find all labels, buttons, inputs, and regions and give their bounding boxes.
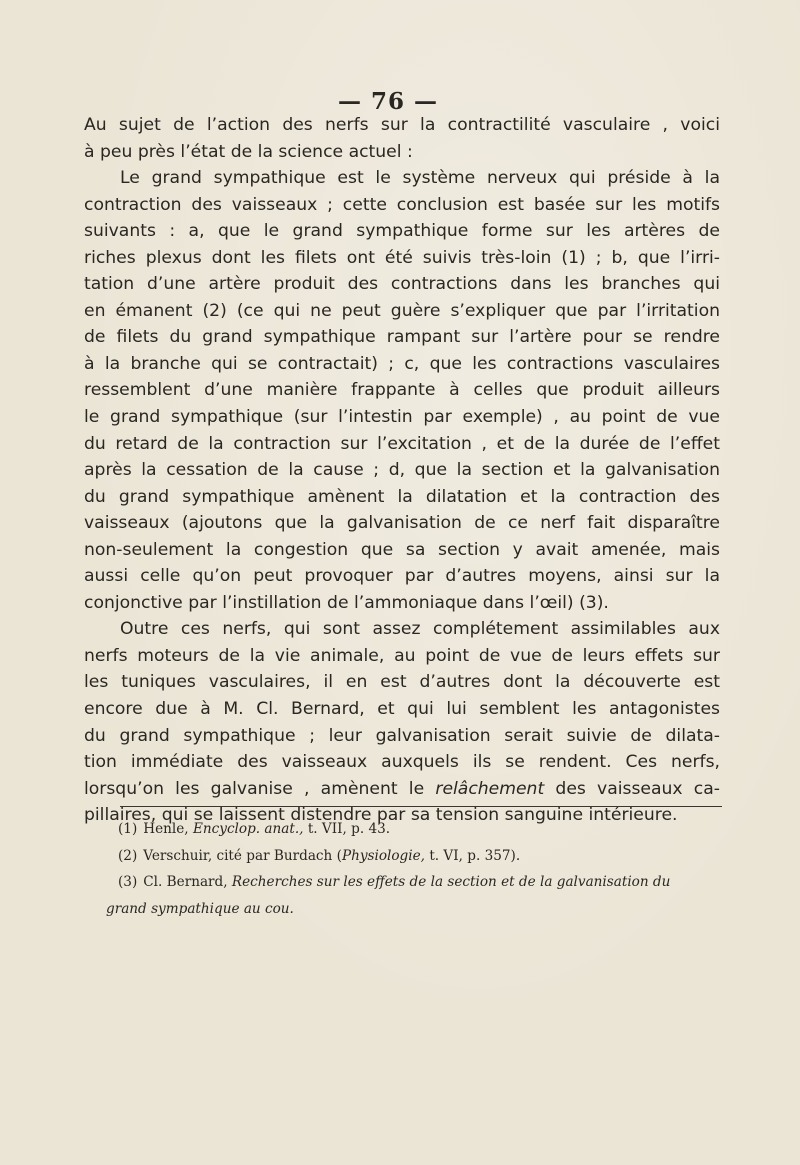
body-line: les tuniques vasculaires, il en est d’autres dont la découverte est (84, 672, 720, 693)
body-text-run: des vaisseaux ca- (555, 778, 720, 799)
body-line: à peu près l’état de la science actuel : (84, 141, 413, 162)
body-line: non-seulement la congestion que sa section y avait amenée, mais (84, 539, 720, 560)
page-number: — 76 — (337, 88, 439, 115)
footnote-number: (3) (118, 874, 138, 890)
footnote-author: Cl. Bernard, (143, 874, 228, 890)
footnote-2 (108, 843, 728, 870)
body-line: tion immédiate des vaisseaux auxquels ils se rendent. Ces nerfs, (84, 752, 720, 773)
body-text (84, 112, 720, 829)
body-line: Le grand sympathique est le système nerveux qui préside à la (120, 168, 720, 189)
footnotes (108, 816, 728, 922)
body-line: en émanent (2) (ce qui ne peut guère s’expliquer que par l’irritation (84, 300, 720, 321)
body-line: à la branche qui se contractait) ; c, que les contractions vasculaires (84, 353, 720, 374)
footnote-3 (108, 869, 728, 896)
body-line: nerfs moteurs de la vie animale, au point de vue de leurs effets sur (84, 645, 720, 666)
footnote-number: (2) (118, 847, 138, 864)
body-line: ressemblent d’une manière frappante à celles que produit ailleurs (84, 380, 720, 401)
body-line: encore due à M. Cl. Bernard, et qui lui semblent les antagonistes (84, 699, 720, 720)
body-line: vaisseaux (ajoutons que la galvanisation de ce nerf fait disparaître (84, 513, 720, 534)
body-line: suivants : a, que le grand sympathique forme sur les artères de (84, 221, 720, 242)
body-line: aussi celle qu’on peut provoquer par d’autres moyens, ainsi sur la (84, 566, 720, 587)
body-line: du grand sympathique ; leur galvanisation serait suivie de dilata- (84, 725, 720, 746)
body-text-run: lorsqu’on les galvanise , amènent le (84, 778, 425, 799)
footnote-author: Henle, (143, 821, 189, 837)
footnote-author: Verschuir, cité par Burdach ( (143, 847, 342, 864)
body-line: de filets du grand sympathique rampant sur l’artère pour se rendre (84, 327, 720, 348)
footnote-3-continued (106, 896, 728, 923)
body-line: du grand sympathique amènent la dilatation et la contraction des (84, 486, 720, 507)
footnote-separator (120, 806, 722, 807)
footnote-work: Encyclop. anat., (192, 821, 304, 837)
emphasis-relachement: relâchement (435, 778, 545, 799)
body-line: conjonctive par l’instillation de l’ammoniaque dans l’œil) (3). (84, 592, 609, 613)
body-line: riches plexus dont les filets ont été suivis très-loin (1) ; b, que l’irri- (84, 247, 720, 268)
body-line: Outre ces nerfs, qui sont assez complétement assimilables aux (120, 619, 720, 640)
footnote-ref: t. VII, p. 43. (307, 821, 391, 837)
body-line: après la cessation de la cause ; d, que la section et la galvanisation (84, 460, 720, 481)
body-line: tation d’une artère produit des contractions dans les branches qui (84, 274, 720, 295)
body-line: contraction des vaisseaux ; cette conclusion est basée sur les motifs (84, 194, 720, 215)
footnote-1 (108, 816, 728, 843)
body-line: le grand sympathique (sur l’intestin par exemple) , au point de vue (84, 407, 720, 428)
body-line: pillaires, qui se laissent distendre par sa tension sanguine intérieure. (84, 805, 678, 826)
footnote-ref: t. VI, p. 357). (429, 847, 521, 864)
body-line-mixed (84, 776, 720, 803)
body-line: du retard de la contraction sur l’excitation , et de la durée de l’effet (84, 433, 720, 454)
footnote-work: Recherches sur les effets de la section et de la galvanisation du (231, 874, 671, 890)
footnote-work: grand sympathique au cou. (106, 900, 294, 917)
footnote-work: Physiologie, (341, 847, 425, 864)
footnote-number: (1) (118, 821, 138, 837)
body-line: Au sujet de l’action des nerfs sur la contractilité vasculaire , voici (84, 115, 720, 135)
